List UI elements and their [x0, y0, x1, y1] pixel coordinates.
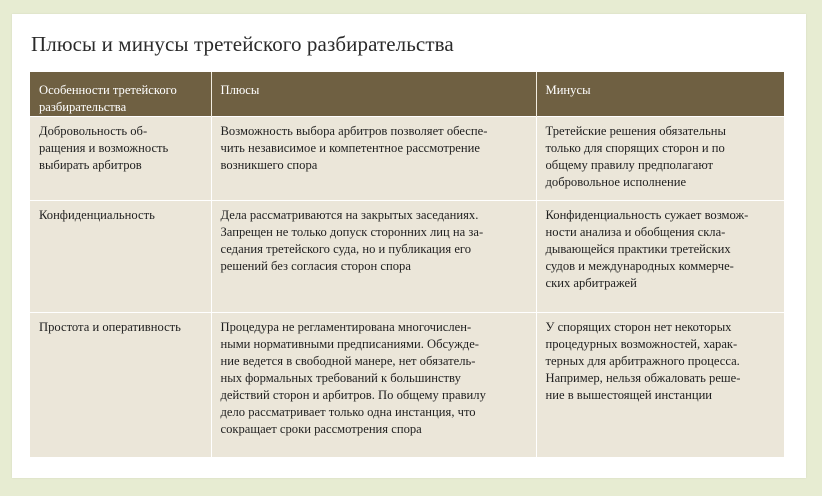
table-row [30, 117, 784, 201]
pros-cons-table [30, 72, 784, 457]
table-header-row [30, 72, 784, 117]
table-row [30, 313, 784, 457]
content-card [12, 14, 806, 478]
cons-cell: У спорящих сторон нет некоторых процедурных возможностей, харак- терных для арбитражного процесса. Например, нельзя обжаловать реше- ние в вышестоящей инстанции [536, 313, 784, 457]
cons-cell: Третейские решения обязательны только для спорящих сторон и по общему правилу предполагают добровольное исполнение [536, 117, 784, 201]
table-row [30, 201, 784, 313]
cons-cell: Конфиденциальность сужает возмож- ности анализа и обобщения скла- дывающейся практики третейских судов и международных коммерче- ских арбитражей [536, 201, 784, 313]
feature-cell: Конфиденциальность [30, 201, 211, 313]
feature-cell: Простота и оперативность [30, 313, 211, 457]
page-title: Плюсы и минусы третейского разбирательства [31, 32, 454, 56]
header-features: Особенности третейского разбирательства [30, 72, 211, 117]
header-cons: Минусы [536, 72, 784, 117]
pros-cell: Возможность выбора арбитров позволяет обеспе- чить независимое и компетентное рассмотрение возникшего спора [211, 117, 536, 201]
pros-cell: Дела рассматриваются на закрытых заседаниях. Запрещен не только допуск сторонних лиц на за- седания третейского суда, но и публикация его решений без согласия сторон спора [211, 201, 536, 313]
header-pros: Плюсы [211, 72, 536, 117]
pros-cell: Процедура не регламентирована многочислен- ными нормативными предписаниями. Обсужде- ние ведется в свободной манере, нет обязатель- ных формальных требований к большинству действий сторон и арбитров. По общему правилу дело рассматривает только одна инстанция, что сокращает сроки рассмотрения спора [211, 313, 536, 457]
feature-cell: Добровольность об- ращения и возможность выбирать арбитров [30, 117, 211, 201]
